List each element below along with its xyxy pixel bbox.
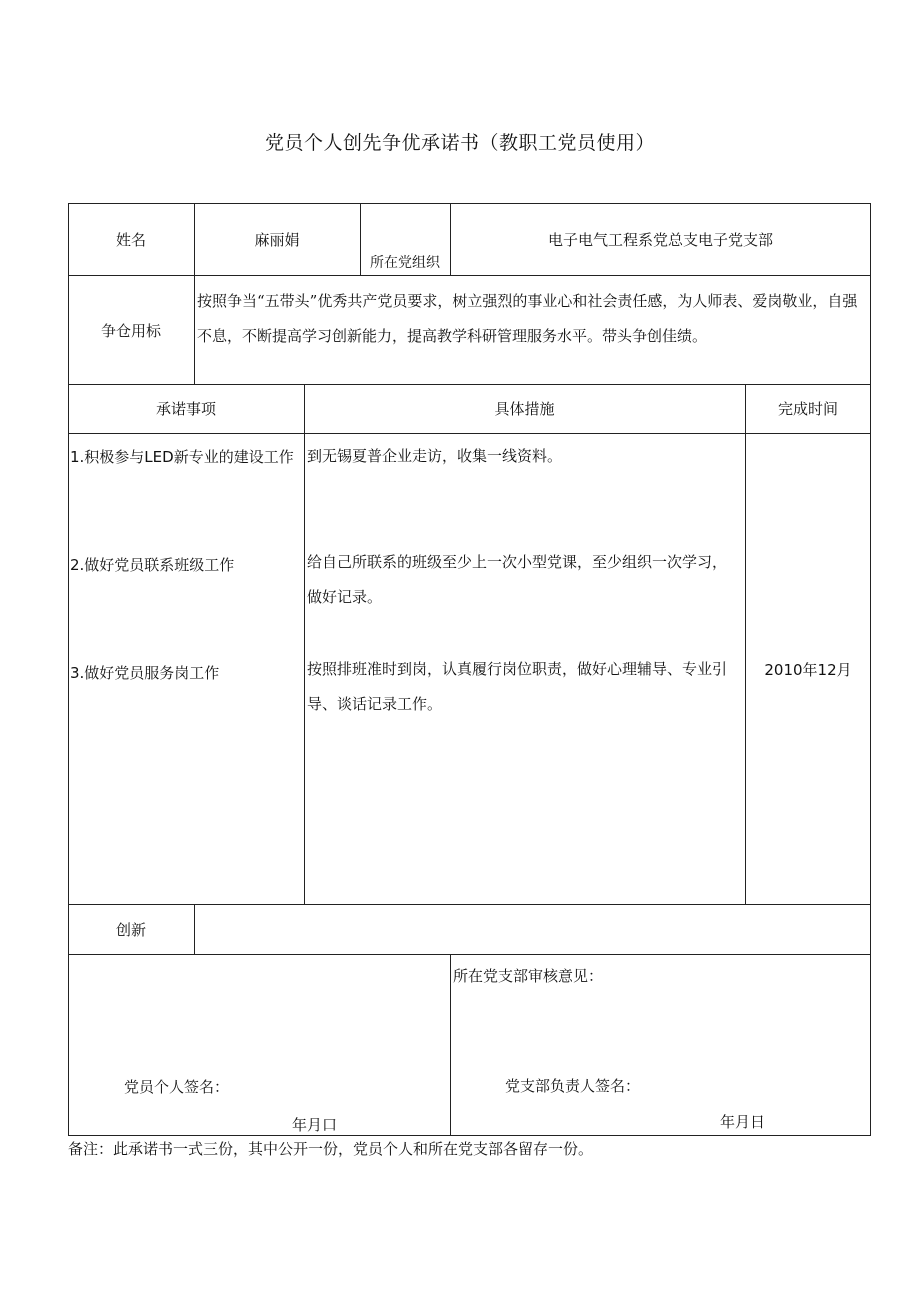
completion-time: 2010年12月 [764,661,852,679]
header-completion-time: 完成时间 [777,400,838,418]
col-divider [304,384,305,904]
commitment-measure: 到无锡夏普企业走访，收集一线资料。 [307,447,563,465]
commitment-item: 3.做好党员服务岗工作 [70,664,220,682]
row-divider [68,433,871,434]
goal-text: 按照争当“五带头”优秀共产党员要求，树立强烈的事业心和社会责任感，为人师表、爱岗敬业，自强不息，不断提高学习创新能力，提高教学科研管理服务水平。带头争创佳绩。 [197,292,858,345]
header-measures: 具体措施 [494,400,555,418]
org-value: 电子电气工程系党总支电子党支部 [547,231,773,249]
commitment-item: 1.积极参与LED新专业的建设工作 [70,448,294,466]
footnote: 备注：此承诺书一式三份，其中公开一份，党员个人和所在党支部各留存一份。 [68,1140,594,1158]
commitment-measure: 给自己所联系的班级至少上一次小型党课，至少组织一次学习，做好记录。 [307,553,728,606]
row-divider [68,384,871,385]
innovation-label: 创新 [115,921,146,939]
name-label: 姓名 [115,231,146,249]
row-divider [68,275,871,276]
page-title: 党员个人创先争优承诺书（教职工党员使用） [264,132,655,154]
row-divider [68,904,871,905]
header-commitment: 承诺事项 [155,400,216,418]
member-signature-date: 年月口 [292,1116,338,1134]
row-divider [68,954,871,955]
col-divider [745,384,746,904]
branch-review-label: 所在党支部审核意见： [453,967,604,985]
name-value: 麻丽娟 [254,231,300,249]
org-label: 所在党组织 [370,255,440,271]
col-divider [450,954,451,1136]
member-signature-label: 党员个人签名： [124,1078,230,1096]
col-divider [194,275,195,384]
goal-label: 争仓用标 [100,322,161,340]
commitment-item: 2.做好党员联系班级工作 [70,556,235,574]
branch-signature-date: 年月日 [720,1113,766,1131]
branch-leader-signature-label: 党支部负责人签名： [505,1077,641,1095]
commitment-measure: 按照排班准时到岗，认真履行岗位职责，做好心理辅导、专业引导、谈话记录工作。 [307,660,728,713]
col-divider [194,904,195,954]
